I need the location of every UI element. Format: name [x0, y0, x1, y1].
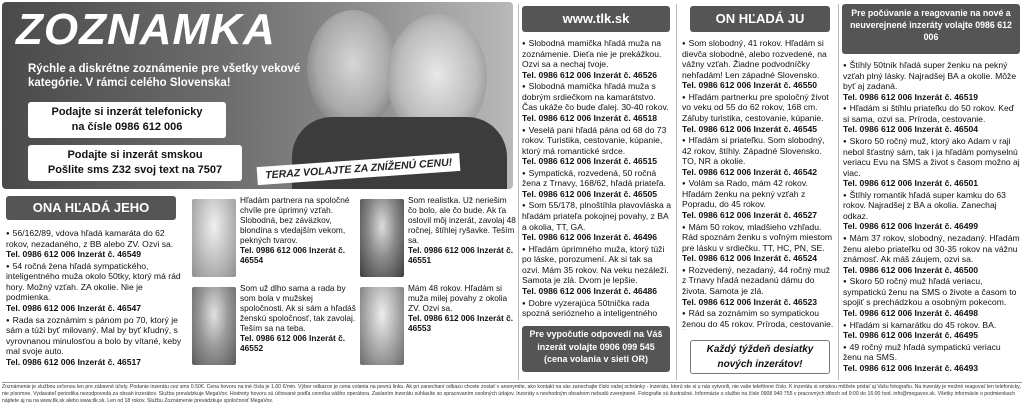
photo-ad-3-image: [192, 287, 236, 365]
ona-column: [6, 228, 186, 378]
tlk-footer-line3: (cena volania v sieti OR): [543, 354, 649, 365]
ad-contact[interactable]: Tel. 0986 612 006 Inzerát č. 46496: [522, 232, 658, 243]
ad-text: ● Slobodná mamička hľadá muža s dobrým srdiečkom na kamarátstvo. Čas ukáže čo bude ďalej. 30-40 rokov.: [522, 81, 672, 113]
phone-line1: Podajte si inzerát telefonicky: [51, 106, 203, 118]
ad-text: ● Som 55/178, plnoštíhla plavovláska a hľadám priateľa pokojnej povahy, z BA a okolia, TT, GA.: [522, 200, 672, 232]
ad-text: ● Dobre vyzerajúca 50tnička rada spozná seriózneho a inteligentného: [522, 298, 672, 321]
ad-text: ● Hľadám partnerku pre spoločný život vo veku od 55 do 62 rokov, 168 cm. Záľuby turistika, cestovanie, kúpanie.: [682, 92, 834, 124]
ad-contact[interactable]: Tel. 0986 612 006 Inzerát č. 46501: [843, 178, 979, 189]
ad-contact[interactable]: Tel. 0986 612 006 Inzerát č. 46523: [682, 296, 818, 307]
ad-text: ● Štíhly 50tník hľadá super ženku na pekný vzťah plný lásky. Najradšej BA a okolie. Môže byť aj zadaná.: [843, 60, 1021, 92]
listen-header[interactable]: Pre počúvanie a reagovanie na nové a neuverejnené inzeráty volajte 0986 612 006: [842, 4, 1020, 54]
ad-text: ● Slobodná mamička hľadá muža na zoznámenie. Dieťa nie je prekážkou. Ozvi sa a nechaj tvoje.: [522, 38, 672, 70]
photo-ad-4: [408, 284, 516, 378]
column-divider: [838, 4, 839, 380]
on-footer-box: [690, 340, 830, 374]
ad-contact[interactable]: Tel. 0986 612 006 Inzerát č. 46549: [6, 249, 142, 260]
on-footer-line2: nových inzerátov!: [717, 358, 803, 370]
ad-text: ● Rada sa zoznámim s pánom po 70, ktorý je sám a túži byť milovaný. Mal by byť kľudný, s vyrovnanou minulosťou a bolo by vítané, keby mal svoje auto.: [6, 315, 186, 357]
man-photo: [307, 10, 399, 128]
sms-line1: Podajte si inzerát smskou: [67, 149, 203, 161]
ad-text: Mám 48 rokov. Hľadám si muža milej povahy z okolia ZV. Ozvi sa.: [408, 284, 508, 313]
column-divider: [676, 4, 677, 380]
hero-lead: Rýchle a diskrétne zoznámenie pre všetky vekové kategórie. V rámci celého Slovenska!: [28, 63, 301, 90]
ad-contact[interactable]: Tel. 0986 612 006 Inzerát č. 46519: [843, 91, 979, 102]
ad-text: ● Mám 50 rokov, mladšieho vzhľadu. Rád spoznám ženku s voľným miestom pre lásku v srdiečku. TT, HC, PN, SE.: [682, 222, 834, 254]
ad-contact[interactable]: Tel. 0986 612 006 Inzerát č. 46524: [682, 253, 818, 264]
ad-text: ● Hľadám si štíhlu priateľku do 50 rokov. Keď si sama, ozvi sa. Príroda, cestovanie.: [843, 103, 1021, 124]
ad-contact[interactable]: Tel. 0986 612 006 Inzerát č. 46547: [6, 302, 142, 313]
tlk-column: [522, 38, 672, 320]
ad-text: ● Skoro 50 ročný muž, ktorý ako Adam v raji nebol šťastný sám, tak i ja hľadám pomyselnú veriacu Evu na SMS a život s časom možno aj viac.: [843, 136, 1021, 178]
ad-contact[interactable]: Tel. 0986 612 006 Inzerát č. 46518: [522, 112, 658, 123]
photo-ad-1: [240, 196, 356, 280]
call-cta[interactable]: TERAZ VOLAJTE ZA ZNÍŽENÚ CENU!: [257, 153, 461, 185]
ad-text: ● 54 ročná žena hľadá sympatického, inteligentného muža okolo 50tky, ktorý má rád hory. Možný vzťah. ZA okolie. Nie je podmienka.: [6, 261, 186, 303]
on-footer-line1: Každý týždeň desiatky: [706, 344, 814, 355]
tlk-footer-line2[interactable]: inzerát volajte 0906 099 545: [537, 341, 655, 352]
tlk-header[interactable]: www.tlk.sk: [522, 6, 670, 32]
ad-contact[interactable]: Tel. 0986 612 006 Inzerát č. 46542: [682, 166, 818, 177]
ad-contact[interactable]: Tel. 0986 612 006 Inzerát č. 46527: [682, 210, 818, 220]
ad-text: ● Rád sa zoznámim so sympatickou ženou do 45 rokov. Príroda, cestovanie.: [682, 308, 834, 330]
ad-contact[interactable]: Tel. 0986 612 006 Inzerát č. 46517: [6, 356, 142, 367]
photo-ad-4-image: [360, 287, 404, 365]
ad-contact[interactable]: Tel. 0986 612 006 Inzerát č. 46500: [843, 264, 979, 275]
sms-line2[interactable]: Pošlite sms Z32 svoj text na 7507: [47, 163, 223, 176]
phone-line2[interactable]: na čísle 0986 612 006: [71, 120, 183, 133]
page-title: ZOZNAMKA: [16, 5, 276, 54]
ad-text: Som už dlho sama a rada by som bola v mužskej spoločnosti. Ak si sám a hľadáš ženskú spoločnosť, tak zavolaj. Teším sa na teba.: [240, 284, 356, 333]
ad-contact[interactable]: Tel. 0986 612 006 Inzerát č. 46552: [240, 332, 346, 353]
ad-text: ● Veselá pani hľadá pána od 68 do 73 rokov. Turistika, cestovanie, kúpanie, ktorý má romantické srdce.: [522, 125, 672, 157]
listen-column: [843, 60, 1021, 380]
ad-text: ● Hľadám úprimného muža, ktorý túži po láske, porozumení. Ak si tak sa ozvi. Mám 35 rokov. Na veku nezáleží. Samota je zlá. Dvom je lepšie.: [522, 244, 672, 286]
column-divider: [518, 4, 519, 380]
ad-text: ● Som slobodný, 41 rokov. Hľadám si dievča slobodné, alebo rozvedené, na vážny vzťah. Žiadne podvodníčky nehľadám! Len západné Slovensko.: [682, 38, 834, 80]
ad-contact[interactable]: Tel. 0986 612 006 Inzerát č. 46515: [522, 156, 658, 167]
ad-contact[interactable]: Tel. 0986 612 006 Inzerát č. 46504: [843, 124, 979, 135]
photo-ad-3: [240, 284, 356, 378]
ad-contact[interactable]: Tel. 0986 612 006 Inzerát č. 46550: [682, 80, 818, 91]
ad-text: ● Hľadám si priateľku. Som slobodný, 42 rokov, štíhly. Západné Slovensko. TO, NR a okolie.: [682, 135, 834, 167]
ad-text: ● Volám sa Rado, mám 42 rokov. Hľadám ženku na pekný vzťah z Popradu, do 45 rokov.: [682, 178, 834, 210]
photo-ad-1-image: [192, 199, 236, 277]
tlk-footer-box: [522, 326, 670, 372]
ad-contact[interactable]: Tel. 0986 612 006 Inzerát č. 46545: [682, 123, 818, 134]
ad-text: ● 49 ročný muž hľadá sympatickú veriacu ženu na SMS.: [843, 342, 1021, 363]
ad-text: ● Rozvedený, nezadaný, 44 ročný muž z Trnavy hľadá nezadanú dámu do života. Samota je zlá.: [682, 265, 834, 297]
ad-contact[interactable]: Tel. 0986 612 006 Inzerát č. 46526: [522, 69, 658, 80]
ad-text: ● Hľadám si kamarátku do 45 rokov. BA.: [843, 320, 1021, 331]
photo-ad-2-image: [360, 199, 404, 277]
footer-disclaimer: Zoznámenie je službou určenou len pre zábavné účely. Podanie inzerátu cez sms 0.50€. Cena hovoru na iné čísla je 1.60 €/min. Výber odkazov je cena volania na pevnú linku. Ak pri zanechaní odkazu chcete zostať v anonymite, ako kontakt na vás zanechajte číslo vašej schránky - inzerátu, ktorú ste si u nás vytvorili, nie vaše telefónne číslo. K inzerátu si smskou môžete pridať aj Vašu fotografiu. Na inzeráty je možné reagovať len telefonicky, nie písomne. Vydavateľ periodika nezodpovedá za obsah inzerátov. Službu prevádzkuje MegaVox. Hodnoty hovoru sú účtované podľa cenníka vášho operátora. Zaslaním inzerátu súhlasíte so spracovaním osobných údajov. Inzeráty s nevhodným obsahom nebudú zverejnené. Fotografie sú ilustračné. Informácie o službe na čísle 0908 940 755 v pracovných dňoch od 9:00 do 16:00 hod. info@megavox.sk. Všetky informácie o podmienkach nájdete aj na na www.tlk.sk alebo www.tlk.sk. Len od 18 rokov. Službu Zoznámenie prevádzkuje spoločnosť MegaVox.: [2, 382, 1022, 412]
ad-contact[interactable]: Tel. 0986 612 006 Inzerát č. 46499: [843, 221, 979, 232]
ad-contact[interactable]: Tel. 0986 612 006 Inzerát č. 46486: [522, 285, 658, 296]
sms-box: [28, 145, 242, 181]
ad-contact[interactable]: Tel. 0986 612 006 Inzerát č. 46553: [408, 312, 514, 333]
ad-contact[interactable]: Tel. 0986 612 006 Inzerát č. 46498: [843, 307, 979, 318]
hero-banner: [2, 2, 513, 189]
phone-box: [28, 102, 226, 138]
ad-text: ● Sympatická, rozvedená, 50 ročná žena z Trnavy, 168/62, hľadá priateľa.: [522, 168, 672, 189]
photo-ad-2: [408, 196, 516, 280]
ad-text: Som realistka. Už neriešim čo bolo, ale čo bude. Ak ťa oslovil môj inzerát, zavolaj 48 ročnej, štíhlej ryšavke. Teším sa.: [408, 196, 516, 245]
on-header: ON HĽADÁ JU: [690, 6, 830, 32]
ad-contact[interactable]: Tel. 0986 612 006 Inzerát č. 46505: [522, 188, 658, 199]
ona-header: ONA HĽADÁ JEHO: [6, 196, 176, 220]
tlk-footer-line1: Pre vypočutie odpovedí na Váš: [529, 329, 663, 339]
ad-text: ● Mám 37 rokov, slobodný, nezadaný. Hľadám ženu alebo priateľku od 30-35 rokov na vážnu známosť. Ak máš záujem, ozvi sa.: [843, 233, 1021, 265]
ad-contact[interactable]: Tel. 0986 612 006 Inzerát č. 46554: [240, 244, 346, 265]
ad-text: Hľadám partnera na spoločné chvíle pre úprimný vzťah. Slobodná, bez záväzkov, blondína s vtedajším vekom, pekných tvarov.: [240, 196, 350, 245]
ad-contact[interactable]: Tel. 0986 612 006 Inzerát č. 46551: [408, 244, 514, 265]
ad-text: ● Skoro 50 ročný muž hľadá veriacu, sympatickú ženu na SMS o živote a časom to spojiť s prechádzkou a osobným pokecom.: [843, 276, 1021, 308]
ad-contact[interactable]: Tel. 0986 612 006 Inzerát č. 46493: [843, 362, 979, 373]
ad-text: ● Štíhly romantik hľadá super kamku do 63 rokov. Najradšej z BA a okolia. Zanechaj odkaz.: [843, 190, 1021, 222]
on-column: [682, 38, 834, 330]
ad-contact[interactable]: Tel. 0986 612 006 Inzerát č. 46495: [843, 330, 979, 341]
ad-text: ● 56/162/89, vdova hľadá kamaráta do 62 rokov, nezadaného, z BB alebo ZV. Ozvi sa.: [6, 228, 186, 249]
